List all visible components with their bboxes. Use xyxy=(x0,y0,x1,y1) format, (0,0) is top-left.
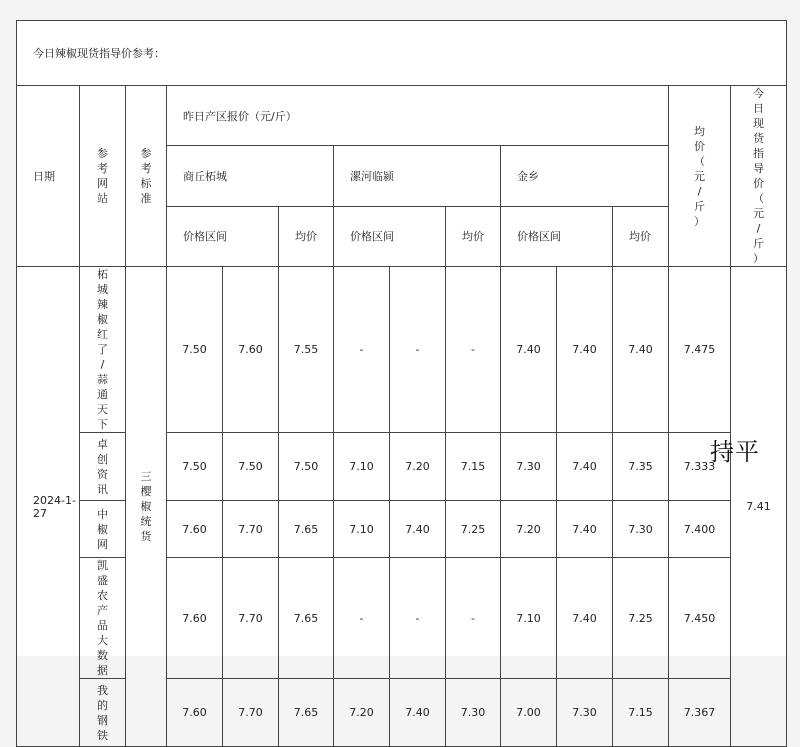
region-shangqiu: 商丘柘城 xyxy=(167,146,334,206)
range-header-2: 价格区间 xyxy=(334,206,446,266)
value-cell: 7.65 xyxy=(279,558,334,679)
avg-cell: 7.333 xyxy=(669,433,731,501)
avg-cell: 7.450 xyxy=(669,558,731,679)
value-cell: 7.00 xyxy=(501,679,557,747)
value-cell: 7.35 xyxy=(613,433,669,501)
value-cell: - xyxy=(446,558,501,679)
value-cell: 7.70 xyxy=(223,501,279,558)
avg-header-1: 均价 xyxy=(279,206,334,266)
value-cell: 7.25 xyxy=(613,558,669,679)
header-date: 日期 xyxy=(17,86,80,267)
value-cell: 7.50 xyxy=(167,433,223,501)
avg-header-2: 均价 xyxy=(446,206,501,266)
site-text: 柘 城 辣 椒 红 了 / 蒜 通 天 下 xyxy=(97,268,108,431)
value-cell: 7.25 xyxy=(446,501,501,558)
region-luohe: 漯河临颍 xyxy=(334,146,501,206)
site-cell xyxy=(80,558,126,679)
avg-cell: 7.475 xyxy=(669,267,731,433)
value-cell: 7.20 xyxy=(501,501,557,558)
today-price-cell: 7.41 xyxy=(731,267,787,747)
value-cell: 7.40 xyxy=(557,501,613,558)
value-cell: 7.15 xyxy=(446,433,501,501)
value-cell: 7.60 xyxy=(167,558,223,679)
value-cell: 7.60 xyxy=(167,501,223,558)
standard-text: 三 樱 椒 统 货 xyxy=(140,470,152,543)
value-cell: 7.10 xyxy=(501,558,557,679)
range-header-1: 价格区间 xyxy=(167,206,279,266)
date-text: 2024-1-27 xyxy=(33,493,76,520)
header-yesterday: 昨日产区报价（元/斤） xyxy=(167,86,669,146)
value-cell: 7.70 xyxy=(223,679,279,747)
header-today-ref xyxy=(731,86,787,267)
site-text: 凯 盛 农 产 品 大 数 据 xyxy=(97,559,108,677)
header-site-text: 参 考 网 站 xyxy=(97,147,108,205)
page-title: 今日辣椒现货指导价参考： xyxy=(17,21,787,86)
value-cell: 7.60 xyxy=(167,679,223,747)
value-cell: 7.40 xyxy=(557,433,613,501)
value-cell: 7.40 xyxy=(390,679,446,747)
value-cell: 7.15 xyxy=(613,679,669,747)
value-cell: 7.40 xyxy=(557,267,613,433)
value-cell: 7.40 xyxy=(390,501,446,558)
value-cell: - xyxy=(334,558,390,679)
value-cell: 7.10 xyxy=(334,501,390,558)
value-cell: 7.30 xyxy=(501,433,557,501)
site-text: 中 椒 网 xyxy=(97,507,108,551)
header-today-ref-text: 今 日 现 货 指 导 价 （ 元 / 斤 ） xyxy=(753,87,765,265)
avg-cell: 7.367 xyxy=(669,679,731,747)
site-cell xyxy=(80,267,126,433)
value-cell: 7.30 xyxy=(613,501,669,558)
value-cell: 7.30 xyxy=(446,679,501,747)
value-cell: - xyxy=(446,267,501,433)
value-cell: 7.20 xyxy=(334,679,390,747)
site-cell xyxy=(80,433,126,501)
avg-header-3: 均价 xyxy=(613,206,669,266)
range-header-3: 价格区间 xyxy=(501,206,613,266)
value-cell: 7.65 xyxy=(279,501,334,558)
site-text: 卓 创 资 讯 xyxy=(97,437,108,496)
trend-label: 持平 xyxy=(710,438,760,466)
header-avg-price xyxy=(669,86,731,267)
value-cell: 7.40 xyxy=(501,267,557,433)
header-avg-price-text: 均 价 （ 元 / 斤 ） xyxy=(694,124,705,228)
date-cell xyxy=(17,267,80,747)
header-site xyxy=(80,86,126,267)
site-cell xyxy=(80,501,126,558)
header-standard xyxy=(126,86,167,267)
value-cell: 7.65 xyxy=(279,679,334,747)
price-table-frame xyxy=(16,20,786,742)
value-cell: 7.70 xyxy=(223,558,279,679)
value-cell: 7.50 xyxy=(279,433,334,501)
site-cell xyxy=(80,679,126,747)
table-row xyxy=(17,267,787,433)
value-cell: - xyxy=(390,267,446,433)
value-cell: 7.55 xyxy=(279,267,334,433)
avg-cell: 7.400 xyxy=(669,501,731,558)
value-cell: 7.30 xyxy=(557,679,613,747)
price-table xyxy=(16,20,787,747)
value-cell: 7.50 xyxy=(167,267,223,433)
value-cell: - xyxy=(334,267,390,433)
value-cell: 7.40 xyxy=(613,267,669,433)
value-cell: 7.20 xyxy=(390,433,446,501)
site-text: 我 的 钢 铁 xyxy=(97,683,108,742)
value-cell: - xyxy=(390,558,446,679)
value-cell: 7.40 xyxy=(557,558,613,679)
standard-cell xyxy=(126,267,167,747)
value-cell: 7.50 xyxy=(223,433,279,501)
value-cell: 7.10 xyxy=(334,433,390,501)
value-cell: 7.60 xyxy=(223,267,279,433)
header-standard-text: 参 考 标 准 xyxy=(140,147,152,205)
region-jinxiang: 金乡 xyxy=(501,146,669,206)
